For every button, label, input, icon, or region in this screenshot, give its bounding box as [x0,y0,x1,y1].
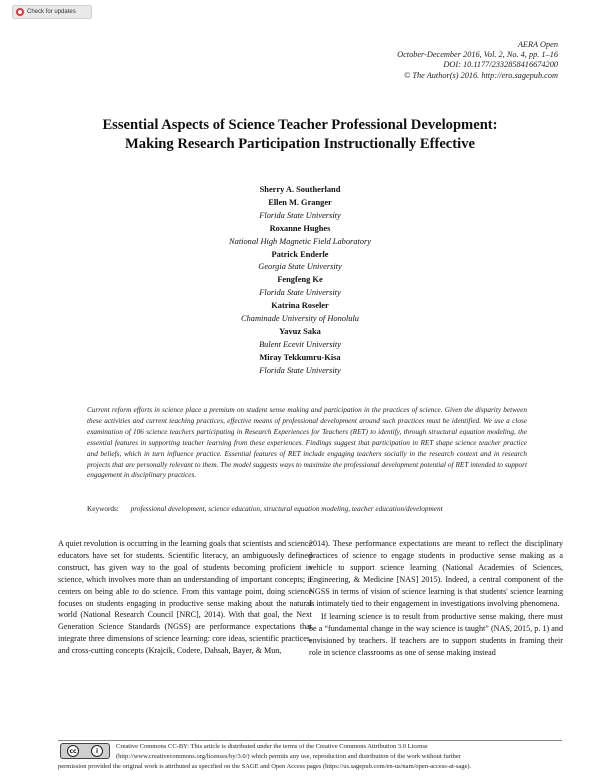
title-line-1: Essential Aspects of Science Teacher Professional Development: [102,117,498,133]
journal-issue: October-December 2016, Vol. 2, No. 4, pp. 1–16 [397,50,558,60]
author-affiliation: Florida State University [259,288,341,298]
author-name: Yavuz Saka [279,326,321,336]
author-affiliation: Florida State University [259,365,341,375]
author-name: Patrick Enderle [271,249,329,259]
body-column-left [58,538,312,657]
cc-icon: cc [67,745,79,757]
license-notice [58,742,562,771]
keywords-text: professional development, science education, structural equation modeling, teacher education/development [130,505,443,513]
attribution-icon: i [91,745,103,757]
title-line-2: Making Research Participation Instructionally Effective [125,136,475,152]
keywords-label: Keywords: [87,505,119,513]
license-line-3: permission provided the original work is attributed as specified on the SAGE and Open Access pages (https://us.sagepub.com/en-us/nam/open-access-at-sage). [58,762,472,770]
check-for-updates-label: Check for updates [27,9,76,15]
creative-commons-logo[interactable] [60,743,110,759]
author-affiliation: Georgia State University [258,262,342,272]
check-for-updates-badge[interactable] [12,5,92,19]
author-name: Fengfeng Ke [277,275,323,285]
author-name: Miray Tekkumru-Kisa [259,352,341,362]
journal-doi[interactable]: DOI: 10.1177/2332858416674200 [443,60,558,70]
journal-info [397,40,558,81]
author-affiliation: Florida State University [259,210,341,220]
license-line-1: Creative Commons CC-BY: This article is distributed under the terms of the Creative Commons Attribution 3.0 License [116,743,428,750]
body-paragraph: If learning science is to result from productive sense making, there must be a “fundamental change in the way science is taught” (NAS, 2015, p. 1) and envisioned by teachers. If teachers are to support students in framing their role in science classrooms as one of sense making instead [309,612,563,658]
journal-name: AERA Open [517,40,558,49]
body-column-right [309,538,563,659]
keywords [87,504,557,514]
author-affiliation: Chaminade University of Honolulu [241,314,359,324]
journal-copyright: © The Author(s) 2016. http://ero.sagepub.com [403,70,558,80]
license-divider [58,740,562,741]
author-affiliation: National High Magnetic Field Laboratory [229,236,371,246]
body-paragraph: A quiet revolution is occurring in the learning goals that scientists and science educators have set for students. Scientific literacy, an ambiguously defined construct, has given way to the goal of students becoming proficient in science, which involves more than an understanding of important concepts; it centers on being able to do science. From this vantage point, doing science focuses on students engaging in productive sense making about the natural world (National Research Council [NRC], 2014). With that goal, the Next Generation Science Standards (NGSS) are performance expectations that integrate three dimensions of science learning: core ideas, scientific practices, and cross-cutting concepts (Krajcik, Codere, Dahsah, Bayer, & Mun, [58,539,312,656]
author-name: Ellen M. Granger [268,197,332,207]
check-updates-icon [16,8,24,16]
body-paragraph: 2014). These performance expectations are meant to reflect the disciplinary practices of science to engage students in productive sense making as a vehicle to support science learning (National Academies of Sciences, Engineering, & Medicine [NAS] 2015). Indeed, a central component of the NGSS in terms of vision of science learning is that students' science learning is intimately tied to their engagement in investigations involving phenomena. [309,539,563,608]
abstract: Current reform efforts in science place a premium on student sense making and participation in the practices of science. Given the disparity between these activities and current teaching practices, effective means of professional development around such practices must be identified. We use a close examination of 106 science teachers participating in Research Experiences for Teachers (RET) to identify, through structural equation modeling, the essential features in supporting teacher learning from these experiences. Findings suggest that participation in RET shape science teacher practice and beliefs, which in turn influence practice. Essential features of RET include engaging teachers socially in the research context and in research projects that are personally relevant to them. The model suggests ways to maximize the professional development potential of RET intended to support engagement in disciplinary practices. [87,406,527,480]
author-affiliation: Bulent Ecevit University [259,339,341,349]
author-list [0,184,600,378]
article-title [0,116,600,154]
author-name: Roxanne Hughes [269,223,331,233]
author-name: Katrina Roseler [271,301,329,311]
license-line-2[interactable]: (http://www.creativecommons.org/licenses/by/3.0/) which permits any use, reproduction and distribution of the work without further [116,752,461,760]
author-name: Sherry A. Southerland [259,185,341,194]
